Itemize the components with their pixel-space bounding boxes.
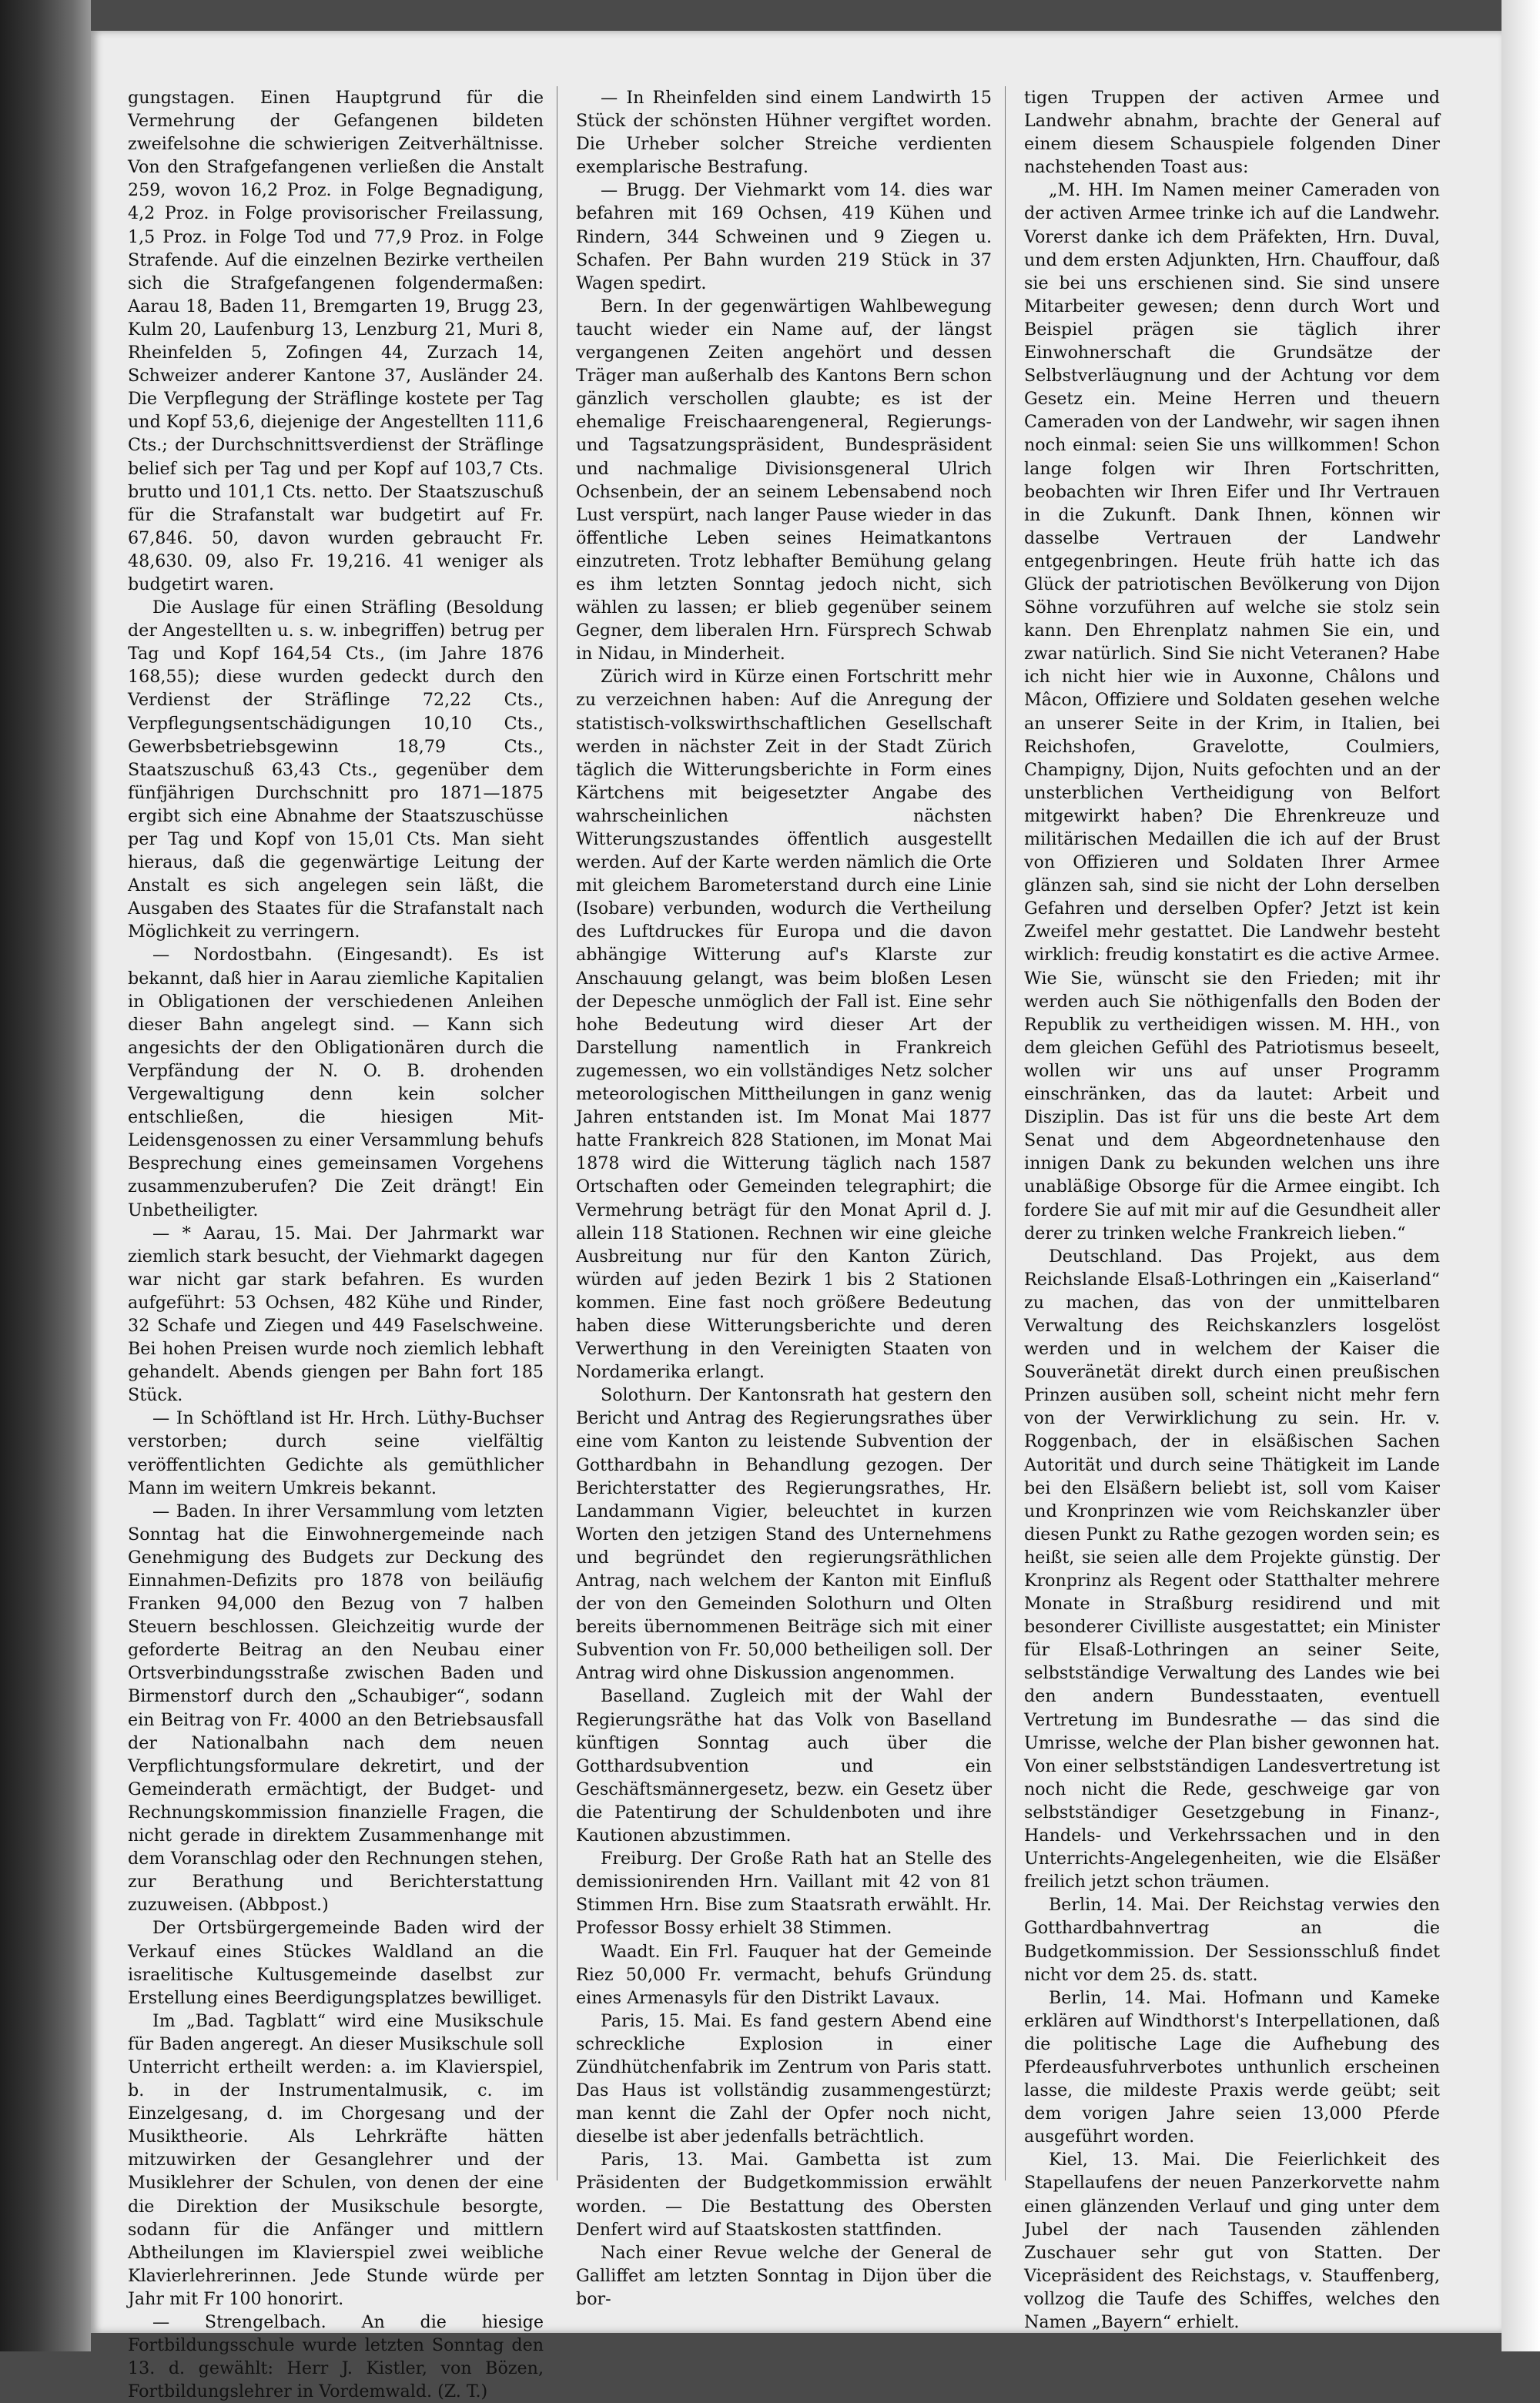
article-paragraph: Baselland. Zugleich mit der Wahl der Regierungsräthe hat das Volk von Baselland künftigen Sonntag auch über die Gotthardsubvention und ein Geschäftsmännergesetz, bezw. ein Gesetz über die Patentirung der Schuldenboten und ihre Kautionen abzustimmen. <box>576 1686 992 1846</box>
article-paragraph: Paris, 15. Mai. Es fand gestern Abend eine schreckliche Explosion in einer Zündhütchenfabrik im Zentrum von Paris statt. Das Haus ist vollständig zusammengestürzt; man kennt die Zahl der Opfer noch nicht, dieselbe ist aber jedenfalls beträchtlich. <box>576 2010 992 2147</box>
column-3 <box>1024 86 1440 2334</box>
article-paragraph: Die Auslage für einen Sträfling (Besoldung der Angestellten u. s. w. inbegriffen) betrug per Tag und Kopf 164,54 Cts., (im Jahre 1876 168,55); diese wurden gedeckt durch den Verdienst der Sträflinge 72,22 Cts., Verpflegungsentschädigungen 10,10 Cts., Gewerbsbetriebsgewinn 18,79 Cts., Staatszuschuß 63,43 Cts., gegenüber dem fünfjährigen Durchschnitt pro 1871—1875 ergibt sich eine Abnahme der Staatszuschüsse per Tag und Kopf von 15,01 Cts. Man sieht hieraus, daß die gegenwärtige Leitung der Anstalt es sich angelegen sein läßt, die Ausgaben des Staates für die Strafanstalt nach Möglichkeit zu verringern. <box>128 597 544 942</box>
article-paragraph: Waadt. Ein Frl. Fauquer hat der Gemeinde Riez 50,000 Fr. vermacht, behufs Gründung eines Armenasyls für den Distrikt Lavaux. <box>576 1941 992 2008</box>
article-paragraph: — In Rheinfelden sind einem Landwirth 15 Stück der schönsten Hühner vergiftet worden. Die Urheber solcher Streiche verdienten exemplarische Bestrafung. <box>576 88 992 178</box>
page-edge <box>1502 0 1540 2351</box>
column-1 <box>128 86 544 2403</box>
column-rule <box>1005 86 1006 2180</box>
article-paragraph: — Nordostbahn. (Eingesandt). Es ist bekannt, daß hier in Aarau ziemliche Kapitalien in Obligationen der verschiedenen Anleihen dieser Bahn angelegt sind. — Kann sich angesichts der den Obligationären durch die Verpfändung der N. O. B. drohenden Vergewaltigung denn kein solcher entschließen, die hiesigen Mit-Leidensgenossen zu einer Versammlung behufs Besprechung eines gemeinsamen Vorgehens zusammenzuberufen? Die Zeit drängt! Ein Unbetheiligter. <box>128 945 544 1220</box>
column-2 <box>576 86 992 2311</box>
article-paragraph: — Brugg. Der Viehmarkt vom 14. dies war befahren mit 169 Ochsen, 419 Kühen und Rindern, 344 Schweinen und 9 Ziegen u. Schafen. Per Bahn wurden 219 Stück in 37 Wagen spedirt. <box>576 180 992 293</box>
article-paragraph: tigen Truppen der activen Armee und Landwehr abnahm, brachte der General auf einem diesem Schauspiele folgenden Diner nachstehenden Toast aus: <box>1024 88 1440 178</box>
article-paragraph: Der Ortsbürgergemeinde Baden wird der Verkauf eines Stückes Waldland an die israelitische Kultusgemeinde daselbst zur Erstellung eines Beerdigungsplatzes bewilliget. <box>128 1918 544 2008</box>
article-paragraph: Zürich wird in Kürze einen Fortschritt mehr zu verzeichnen haben: Auf die Anregung der statistisch-volkswirthschaftlichen Gesellschaft werden in nächster Zeit in der Stadt Zürich täglich die Witterungsberichte in Form eines Kärtchens mit beigesetzter Angabe des wahrscheinlichen nächsten Witterungszustandes öffentlich ausgestellt werden. Auf der Karte werden nämlich die Orte mit gleichem Barometerstand durch eine Linie (Isobare) verbunden, wodurch die Vertheilung des Luftdruckes für Europa und die davon abhängige Witterung auf's Klarste zur Anschauung gelangt, was beim bloßen Lesen der Depesche unmöglich der Fall ist. Eine sehr hohe Bedeutung wird dieser Art der Darstellung namentlich in Frankreich zugemessen, wo ein vollständiges Netz solcher meteorologischen Mittheilungen in ganz wenig Jahren entstanden ist. Im Monat Mai 1877 hatte Frankreich 828 Stationen, im Monat Mai 1878 wird die Witterung täglich nach 1587 Ortschaften oder Gemeinden telegraphirt; die Vermehrung beträgt für den Monat April d. J. allein 118 Stationen. Rechnen wir eine gleiche Ausbreitung nur für den Kanton Zürich, würden auf jeden Bezirk 1 bis 2 Stationen kommen. Eine fast noch größere Bedeutung haben diese Witterungsberichte und deren Verwerthung in den Vereinigten Staaten von Nordamerika erlangt. <box>576 667 992 1383</box>
article-paragraph: Bern. In der gegenwärtigen Wahlbewegung taucht wieder ein Name auf, der längst vergangenen Zeiten angehört und dessen Träger man außerhalb des Kantons Bern schon gänzlich verschollen glaubte; es ist der ehemalige Freischaarengeneral, Regierungs- und Tagsatzungspräsident, Bundespräsident und nachmalige Divisionsgeneral Ulrich Ochsenbein, der an seinem Lebensabend noch Lust verspürt, nach langer Pause wieder in das öffentliche Leben seines Heimatkantons einzutreten. Trotz lebhafter Bemühung gelang es ihm letzten Sonntag jedoch nicht, sich wählen zu lassen; er blieb gegenüber seinem Gegner, dem liberalen Hrn. Fürsprech Schwab in Nidau, in Minderheit. <box>576 296 992 664</box>
article-paragraph: — * Aarau, 15. Mai. Der Jahrmarkt war ziemlich stark besucht, der Viehmarkt dagegen war nicht gar stark befahren. Es wurden aufgeführt: 53 Ochsen, 482 Kühe und Rinder, 32 Schafe und Ziegen und 449 Faselschweine. Bei hohen Preisen wurde noch ziemlich lebhaft gehandelt. Abends giengen per Bahn fort 185 Stück. <box>128 1223 544 1406</box>
article-paragraph: Nach einer Revue welche der General de Galliffet am letzten Sonntag in Dijon über die bor- <box>576 2242 992 2309</box>
article-paragraph: Im „Bad. Tagblatt“ wird eine Musikschule für Baden angeregt. An dieser Musikschule soll Unterricht ertheilt werden: a. im Klavierspiel, b. in der Instrumentalmusik, c. im Einzelgesang, d. im Chorgesang und der Musiktheorie. Als Lehrkräfte hätten mitzuwirken der Gesanglehrer und der Musiklehrer der Schulen, von denen der eine die Direktion der Musikschule besorgte, sodann für die Anfänger und mittlern Abtheilungen im Klavierspiel zwei weibliche Klavierlehrerinnen. Jede Stunde würde per Jahr mit Fr 100 honorirt. <box>128 2010 544 2309</box>
article-paragraph: „M. HH. Im Namen meiner Cameraden von der activen Armee trinke ich auf die Landwehr. Vorerst danke ich dem Präfekten, Hrn. Duval, und dem ersten Adjunkten, Hrn. Chauffour, daß sie bei uns erschienen sind. Sie sind unsere Mitarbeiter gewesen; denn durch Wort und Beispiel prägen sie täglich ihrer Einwohnerschaft die Grundsätze der Selbstverläugnung und der Achtung vor dem Gesetz ein. Meine Herren und theuern Cameraden von der Landwehr, wir sagen ihnen noch einmal: seien Sie uns willkommen! Schon lange folgen wir Ihren Fortschritten, beobachten wir Ihren Eifer und Ihr Vertrauen in die Zukunft. Dank Ihnen, können wir dasselbe Vertrauen der Landwehr entgegenbringen. Heute früh hatte ich das Glück der patriotischen Bevölkerung von Dijon Söhne vorzuführen auf welche sie stolz sein kann. Den Ehrenplatz nahmen Sie ein, und zwar natürlich. Sind Sie nicht Veteranen? Habe ich nicht hier wie in Auxonne, Châlons und Mâcon, Offiziere und Soldaten gesehen welche an unserer Seite in der Krim, in Italien, bei Reichshofen, Gravelotte, Coulmiers, Champigny, Dijon, Nuits gefochten und an der unsterblichen Vertheidigung von Belfort mitgewirkt haben? Die Ehrenkreuze und militärischen Medaillen die ich auf der Brust von Offizieren und Soldaten Ihrer Armee glänzen sah, sind sie nicht der Lohn derselben Gefahren und derselben Opfer? Jetzt ist kein Zweifel mehr gestattet. Die Landwehr besteht wirklich: freudig konstatirt es die active Armee. Wie Sie, wünscht sie den Frieden; mit ihr werden auch Sie nöthigenfalls den Boden der Republik zu vertheidigen wissen. M. HH., von dem gleichen Gefühl des Patriotismus beseelt, wollen wir uns auf unser Programm einschränken, das da lautet: Arbeit und Disziplin. Das ist für uns die beste Art dem Senat und dem Abgeordnetenhause den innigen Dank zu bekunden welchen uns ihre unabläßige Obsorge für die Armee eingibt. Ich fordere Sie auf mit mir auf die Gesundheit aller derer zu trinken welche Frankreich lieben.“ <box>1024 180 1440 1243</box>
article-paragraph: Freiburg. Der Große Rath hat an Stelle des demissionirenden Hrn. Vaillant mit 42 von 81 Stimmen Hrn. Bise zum Staatsrath erwählt. Hr. Professor Bossy erhielt 38 Stimmen. <box>576 1849 992 1939</box>
article-paragraph: — Baden. In ihrer Versammlung vom letzten Sonntag hat die Einwohnergemeinde nach Genehmigung des Budgets zur Deckung des Einnahmen-Defizits pro 1878 von beiläufig Franken 94,000 den Bezug von 7 halben Steuern beschlossen. Gleichzeitig wurde der geforderte Beitrag an den Neubau einer Ortsverbindungsstraße zwischen Baden und Birmenstorf durch den „Schaubiger“, sodann ein Beitrag von Fr. 4000 an den Betriebsausfall der Nationalbahn nach dem neuen Verpflichtungsformulare dekretirt, und der Gemeinderath ermächtigt, der Budget- und Rechnungskommission finanzielle Fragen, die nicht gerade in direktem Zusammenhange mit dem Voranschlag oder den Rechnungen stehen, zur Berathung und Berichterstattung zuzuweisen. (Abbpost.) <box>128 1501 544 1916</box>
article-paragraph: Solothurn. Der Kantonsrath hat gestern den Bericht und Antrag des Regierungsrathes über eine vom Kanton zu leistende Subvention der Gotthardbahn in Behandlung gezogen. Der Berichterstatter des Regierungsrathes, Hr. Landammann Vigier, beleuchtet in kurzen Worten den jetzigen Stand des Unternehmens und begründet den regierungsräthlichen Antrag, nach welchem der Kanton mit Einfluß der von den Gemeinden Solothurn und Olten bereits übernommenen Beiträge sich mit einer Subvention von Fr. 50,000 betheiligen soll. Der Antrag wird ohne Diskussion angenommen. <box>576 1385 992 1684</box>
article-paragraph: Berlin, 14. Mai. Der Reichstag verwies den Gotthardbahnvertrag an die Budgetkommission. Der Sessionsschluß findet nicht vor dem 25. ds. statt. <box>1024 1895 1440 1985</box>
article-paragraph: — Strengelbach. An die hiesige Fortbildungsschule wurde letzten Sonntag den 13. d. gewählt: Herr J. Kistler, von Bözen, Fortbildungslehrer in Vordemwald. (Z. T.) <box>128 2312 544 2402</box>
newspaper-page <box>91 31 1502 2402</box>
article-paragraph: Paris, 13. Mai. Gambetta ist zum Präsidenten der Budgetkommission erwählt worden. — Die Bestattung des Obersten Denfert wird auf Staatskosten stattfinden. <box>576 2150 992 2240</box>
article-paragraph: gungstagen. Einen Hauptgrund für die Vermehrung der Gefangenen bildeten zweifelsohne die schwierigen Zeitverhältnisse. Von den Strafgefangenen verließen die Anstalt 259, wovon 16,2 Proz. in Folge Begnadigung, 4,2 Proz. in Folge provisorischer Freilassung, 1,5 Proz. in Folge Tod und 77,9 Proz. in Folge Strafende. Auf die einzelnen Bezirke vertheilen sich die Strafgefangenen folgendermaßen: Aarau 18, Baden 11, Bremgarten 19, Brugg 23, Kulm 20, Laufenburg 13, Lenzburg 21, Muri 8, Rheinfelden 5, Zofingen 44, Zurzach 14, Schweizer anderer Kantone 37, Ausländer 24. Die Verpflegung der Sträflinge kostete per Tag und Kopf 53,6, diejenige der Angestellten 111,6 Cts.; der Durchschnittsverdienst der Sträflinge belief sich per Tag und per Kopf auf 103,7 Cts. brutto und 101,1 Cts. netto. Der Staatszuschuß für die Strafanstalt war budgetirt auf Fr. 67,846. 50, davon wurden gebraucht Fr. 48,630. 09, also Fr. 19,216. 41 weniger als budgetirt waren. <box>128 88 544 594</box>
article-paragraph: Kiel, 13. Mai. Die Feierlichkeit des Stapellaufens der neuen Panzerkorvette nahm einen glänzenden Verlauf und ging unter dem Jubel der nach Tausenden zählenden Zuschauer sehr gut von Statten. Der Vicepräsident des Reichstags, v. Stauffenberg, vollzog die Taufe des Schiffes, welches den Namen „Bayern“ erhielt. <box>1024 2150 1440 2332</box>
binding-shadow <box>0 0 91 2351</box>
article-paragraph: Deutschland. Das Projekt, aus dem Reichslande Elsaß-Lothringen ein „Kaiserland“ zu machen, das von der unmittelbaren Verwaltung des Reichskanzlers losgelöst werden und in welchem der Kaiser die Souveränetät direkt durch einen preußischen Prinzen ausüben soll, scheint nicht mehr fern von der Verwirklichung zu sein. Hr. v. Roggenbach, der in elsäßischen Sachen Autorität und durch seine Thätigkeit im Lande bei den Elsäßern beliebt ist, soll vom Kaiser und Kronprinzen wie vom Reichskanzler über diesen Punkt zu Rathe gezogen worden sein; es heißt, sie seien alle dem Projekte günstig. Der Kronprinz als Regent oder Statthalter mehrere Monate in Straßburg residirend und mit besonderer Civilliste ausgestattet; ein Minister für Elsaß-Lothringen an seiner Seite, selbstständige Verwaltung des Landes wie bei den andern Bundesstaaten, eventuell Vertretung im Bundesrathe — das sind die Umrisse, welche der Plan bisher gewonnen hat. Von einer selbstständigen Landesvertretung ist noch nicht die Rede, geschweige gar von selbstständiger Gesetzgebung in Finanz-, Handels- und Verkehrssachen und in den Unterrichts-Angelegenheiten, wie die Elsäßer freilich jetzt schon träumen. <box>1024 1246 1440 1893</box>
article-paragraph: Berlin, 14. Mai. Hofmann und Kameke erklären auf Windthorst's Interpellationen, daß die politische Lage die Aufhebung des Pferdeausfuhrverbotes unthunlich erscheinen lasse, die mildeste Praxis werde geübt; seit dem vorigen Jahre seien 13,000 Pferde ausgeführt worden. <box>1024 1987 1440 2147</box>
article-paragraph: — In Schöftland ist Hr. Hrch. Lüthy-Buchser verstorben; durch seine vielfältig veröffentlichten Gedichte als gemüthlicher Mann im weitern Umkreis bekannt. <box>128 1408 544 1498</box>
